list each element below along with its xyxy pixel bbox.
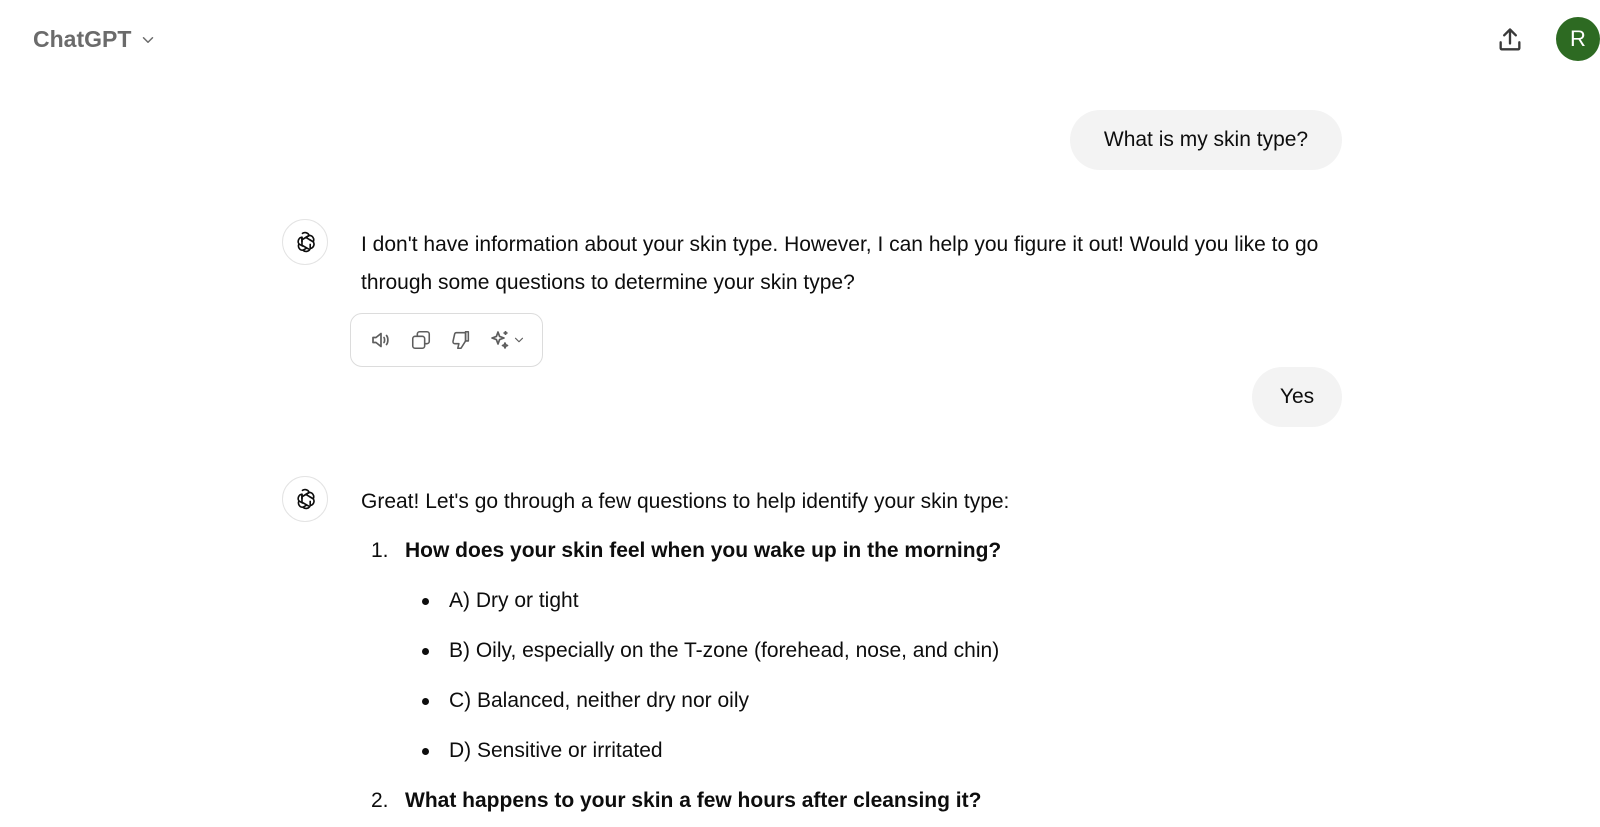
- thumbs-down-button[interactable]: [441, 320, 481, 360]
- bullet: [422, 598, 429, 605]
- question-text: What happens to your skin a few hours after cleansing it?: [405, 789, 982, 812]
- openai-logo-icon: [292, 486, 318, 512]
- user-message-bubble: [1252, 367, 1342, 427]
- read-aloud-button[interactable]: [361, 320, 401, 360]
- user-message-text: What is my skin type?: [1103, 128, 1309, 151]
- openai-logo-icon: [292, 229, 318, 255]
- user-avatar[interactable]: [1556, 17, 1600, 61]
- list-item: [361, 586, 1261, 616]
- option-text: C) Balanced, neither dry nor oily: [449, 689, 749, 712]
- avatar-initial: R: [1570, 26, 1586, 51]
- upload-share-icon: [1496, 26, 1524, 54]
- bullet: [422, 648, 429, 655]
- user-message-bubble: [1070, 110, 1342, 170]
- list-item: [361, 536, 1261, 566]
- option-text: D) Sensitive or irritated: [449, 739, 663, 762]
- user-message-text: Yes: [1279, 385, 1315, 408]
- assistant-intro-text: Great! Let's go through a few questions to help identify your skin type:: [361, 490, 1010, 513]
- share-button[interactable]: [1492, 22, 1528, 58]
- list-item: [361, 736, 1261, 766]
- model-switcher[interactable]: [33, 22, 157, 56]
- regenerate-button[interactable]: [481, 320, 533, 360]
- copy-icon: [410, 329, 432, 351]
- model-name: ChatGPT: [33, 25, 132, 52]
- bullet: [422, 698, 429, 705]
- chevron-down-icon: [139, 31, 157, 49]
- option-text: B) Oily, especially on the T-zone (forehead, nose, and chin): [449, 639, 1000, 662]
- thumbs-down-icon: [450, 329, 472, 351]
- assistant-avatar: [282, 476, 328, 522]
- option-text: A) Dry or tight: [449, 589, 579, 612]
- sparkle-regenerate-icon: [488, 328, 512, 352]
- question-number: 2.: [371, 789, 389, 812]
- list-item: [361, 786, 1261, 816]
- assistant-message-text: I don't have information about your skin type. However, I can help you figure it out! Would you like to go through some questions to determine your skin type?: [361, 233, 1319, 294]
- speaker-read-aloud-icon: [369, 328, 393, 352]
- question-text: How does your skin feel when you wake up in the morning?: [405, 539, 1002, 562]
- copy-button[interactable]: [401, 320, 441, 360]
- list-item: [361, 636, 1261, 666]
- question-number: 1.: [371, 539, 389, 562]
- bullet: [422, 748, 429, 755]
- top-bar: [0, 0, 1600, 78]
- list-item: [361, 686, 1261, 716]
- message-actions: [350, 313, 543, 367]
- chevron-down-icon: [512, 333, 526, 347]
- assistant-avatar: [282, 219, 328, 265]
